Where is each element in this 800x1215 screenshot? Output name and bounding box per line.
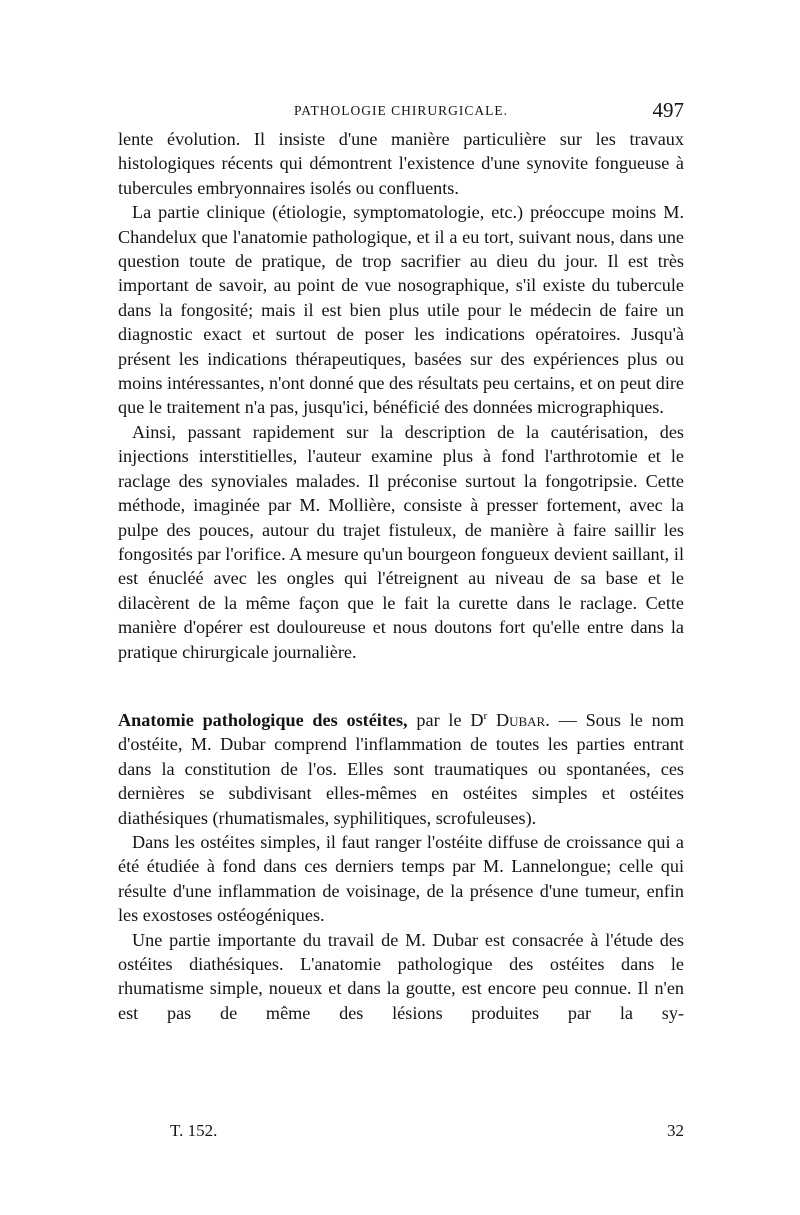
section-osteites-lead <box>118 704 684 830</box>
running-head-title: PATHOLOGIE CHIRURGICALE. <box>293 103 508 118</box>
section-heading: Anatomie pathologique des ostéites, <box>118 710 408 730</box>
author-prefix: par le D <box>407 710 484 730</box>
page-number: 497 <box>652 98 684 122</box>
body-text <box>118 127 684 1025</box>
paragraph-osteites-diathesiques: Une partie importante du travail de M. Dubar est consacrée à l'étude des ostéites diathésiques. L'anatomie pathologique des ostéites dans le rhumatisme simple, noueux et dans la goutte, est encore peu connue. Il n'en est pas de même des lésions produites par la sy- <box>118 929 684 1023</box>
paragraph-fongotripsie: Ainsi, passant rapidement sur la description de la cautérisation, des injections interstitielles, l'auteur examine plus à fond l'arthrotomie et le raclage des synoviales malades. Il préconise surtout la fongotripsie. Cette méthode, imaginée par M. Mollière, consiste à presser fortement, avec la pulpe des pouces, autour du trajet fistuleux, de manière à faire saillir les fongosités par l'orifice. A mesure qu'un bourgeon fongueux devient saillant, il est énucléé avec les ongles qui l'étreignent au niveau de sa base et le dilacèrent de la même façon que le fait la curette dans le raclage. Cette manière d'opérer est douloureuse et nous doutons fort qu'elle entre dans la pratique chirurgicale journalière. <box>118 421 684 662</box>
running-head <box>118 98 684 122</box>
author-title-sup: r <box>483 709 488 722</box>
author-name: Dubar. <box>487 710 550 730</box>
sheet-number: 32 <box>667 1121 684 1140</box>
paragraph-clinical: La partie clinique (étiologie, symptomatologie, etc.) préoccupe moins M. Chandelux que l'anatomie pathologique, et il a eu tort, suivant nous, dans une question toute de pratique, de trop sacrifier au dieu du jour. Il est très important de savoir, au point de vue nosographique, s'il existe du tubercule dans la fongosité; mais il est bien plus utile pour le médecin de faire un diagnostic exact et surtout de poser les indications opératoires. Jusqu'à présent les indications thérapeutiques, basées sur des expériences plus ou moins intéressantes, n'ont donné que des résultats peu certains, et on peut dire que le traitement n'a pas, jusqu'ici, bénéficié des données micrographiques. <box>118 202 684 418</box>
paragraph-osteites-simples: Dans les ostéites simples, il faut ranger l'ostéite diffuse de croissance qui a été étudiée à fond dans ces derniers temps par M. Lannelongue; celle qui résulte d'une inflammation de voisinage, de la présence d'une tumeur, enfin les exostoses ostéogéniques. <box>118 832 684 926</box>
page-footer <box>170 1121 684 1143</box>
section-lead-text: — Sous le nom d'ostéite, M. Dubar comprend l'inflammation de toutes les parties entrant dans la constitution de l'os. Elles sont traumatiques ou spontanées, ces dernières se subdivisant elles-mêmes en ostéites simples et ostéites diathésiques (rhumatismales, syphilitiques, scrofuleuses). <box>118 710 685 828</box>
paragraph-continuation: lente évolution. Il insiste d'une manière particulière sur les travaux histologiques récents qui démontrent l'existence d'une synovite fongueuse à tubercules embryonnaires isolés ou confluents. <box>118 129 684 198</box>
volume-signature: T. 152. <box>170 1121 218 1140</box>
